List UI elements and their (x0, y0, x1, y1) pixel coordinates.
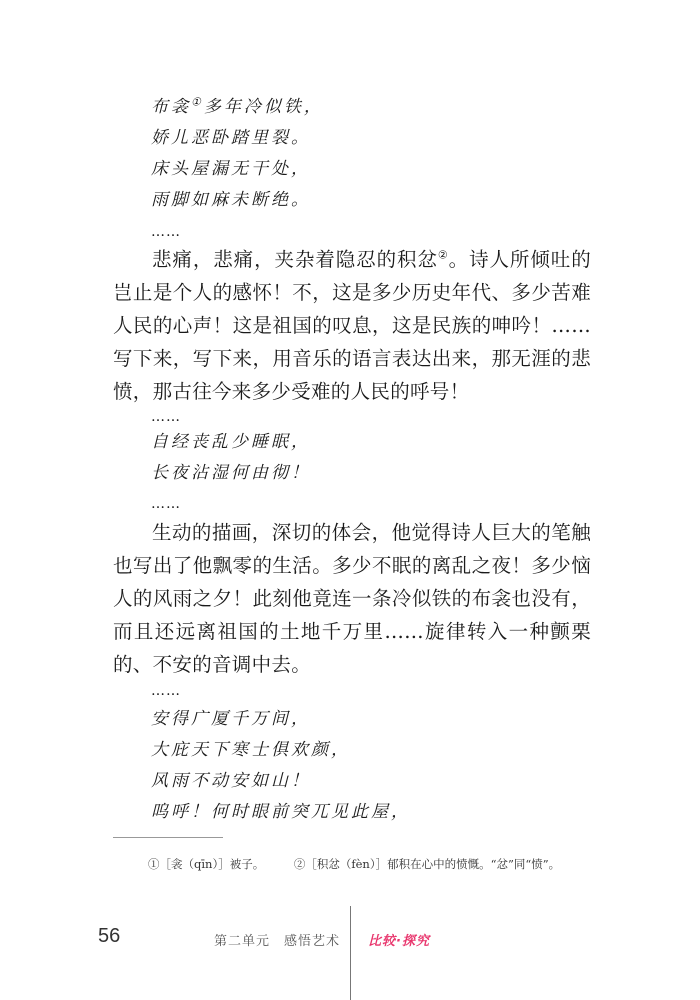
poem-line: 雨脚如麻未断绝。 (151, 190, 311, 210)
poem-line: 自经丧乱少睡眠， (151, 432, 311, 452)
footnote-marker: ② (437, 248, 449, 262)
page-number: 56 (98, 925, 121, 947)
ellipsis: …… (151, 224, 181, 240)
paragraph: 生动的描画，深切的体会，他觉得诗人巨大的笔触也写出了他飘零的生活。多少不眠的离乱之夜！多少恼人的风雨之夕！此刻他竟连一条冷似铁的布衾也没有，而且还远离祖国的土地千万里……旋律转入一种颤栗的、不安的音调中去。 (113, 521, 591, 676)
footnote-marker: ① (191, 95, 204, 109)
section-label: 比较·探究 (368, 934, 430, 949)
poem-line: 风雨不动安如山！ (151, 771, 311, 791)
paragraph: 悲痛，悲痛，夹杂着隐忍的积忿②。诗人所倾吐的岂止是个人的感怀！不，这是多少历史年代、多少苦难人民的心声！这是祖国的叹息，这是民族的呻吟！……写下来，写下来，用音乐的语言表达出来，那无涯的悲愤，那古往今来多少受难的人民的呼号！ (113, 248, 591, 403)
footnote-divider (113, 837, 223, 838)
unit-title: 第二单元 感悟艺术 (214, 934, 341, 949)
ellipsis: …… (151, 409, 181, 425)
poem-text: 布衾 (151, 97, 191, 117)
footnote: ②［积忿（fèn）］郁积在心中的愤慨。“忿”同“愤”。 (293, 857, 561, 871)
footer-divider (350, 906, 351, 1000)
footnote: ①［衾（qīn）］被子。 (148, 857, 265, 871)
footnotes (148, 856, 608, 872)
poem-line: 呜呼！何时眼前突兀见此屋， (151, 802, 411, 822)
poem-line (151, 95, 324, 119)
ellipsis: …… (151, 683, 181, 699)
poem-text: 多年冷似铁， (203, 97, 324, 117)
poem-line: 安得广厦千万间， (151, 709, 311, 729)
poem-line: 娇儿恶卧踏里裂。 (151, 128, 311, 148)
ellipsis: …… (151, 496, 181, 512)
poem-line: 大庇天下寒士俱欢颜， (151, 740, 351, 760)
poem-line: 床头屋漏无干处， (151, 159, 311, 179)
poem-line: 长夜沾湿何由彻！ (151, 463, 311, 483)
